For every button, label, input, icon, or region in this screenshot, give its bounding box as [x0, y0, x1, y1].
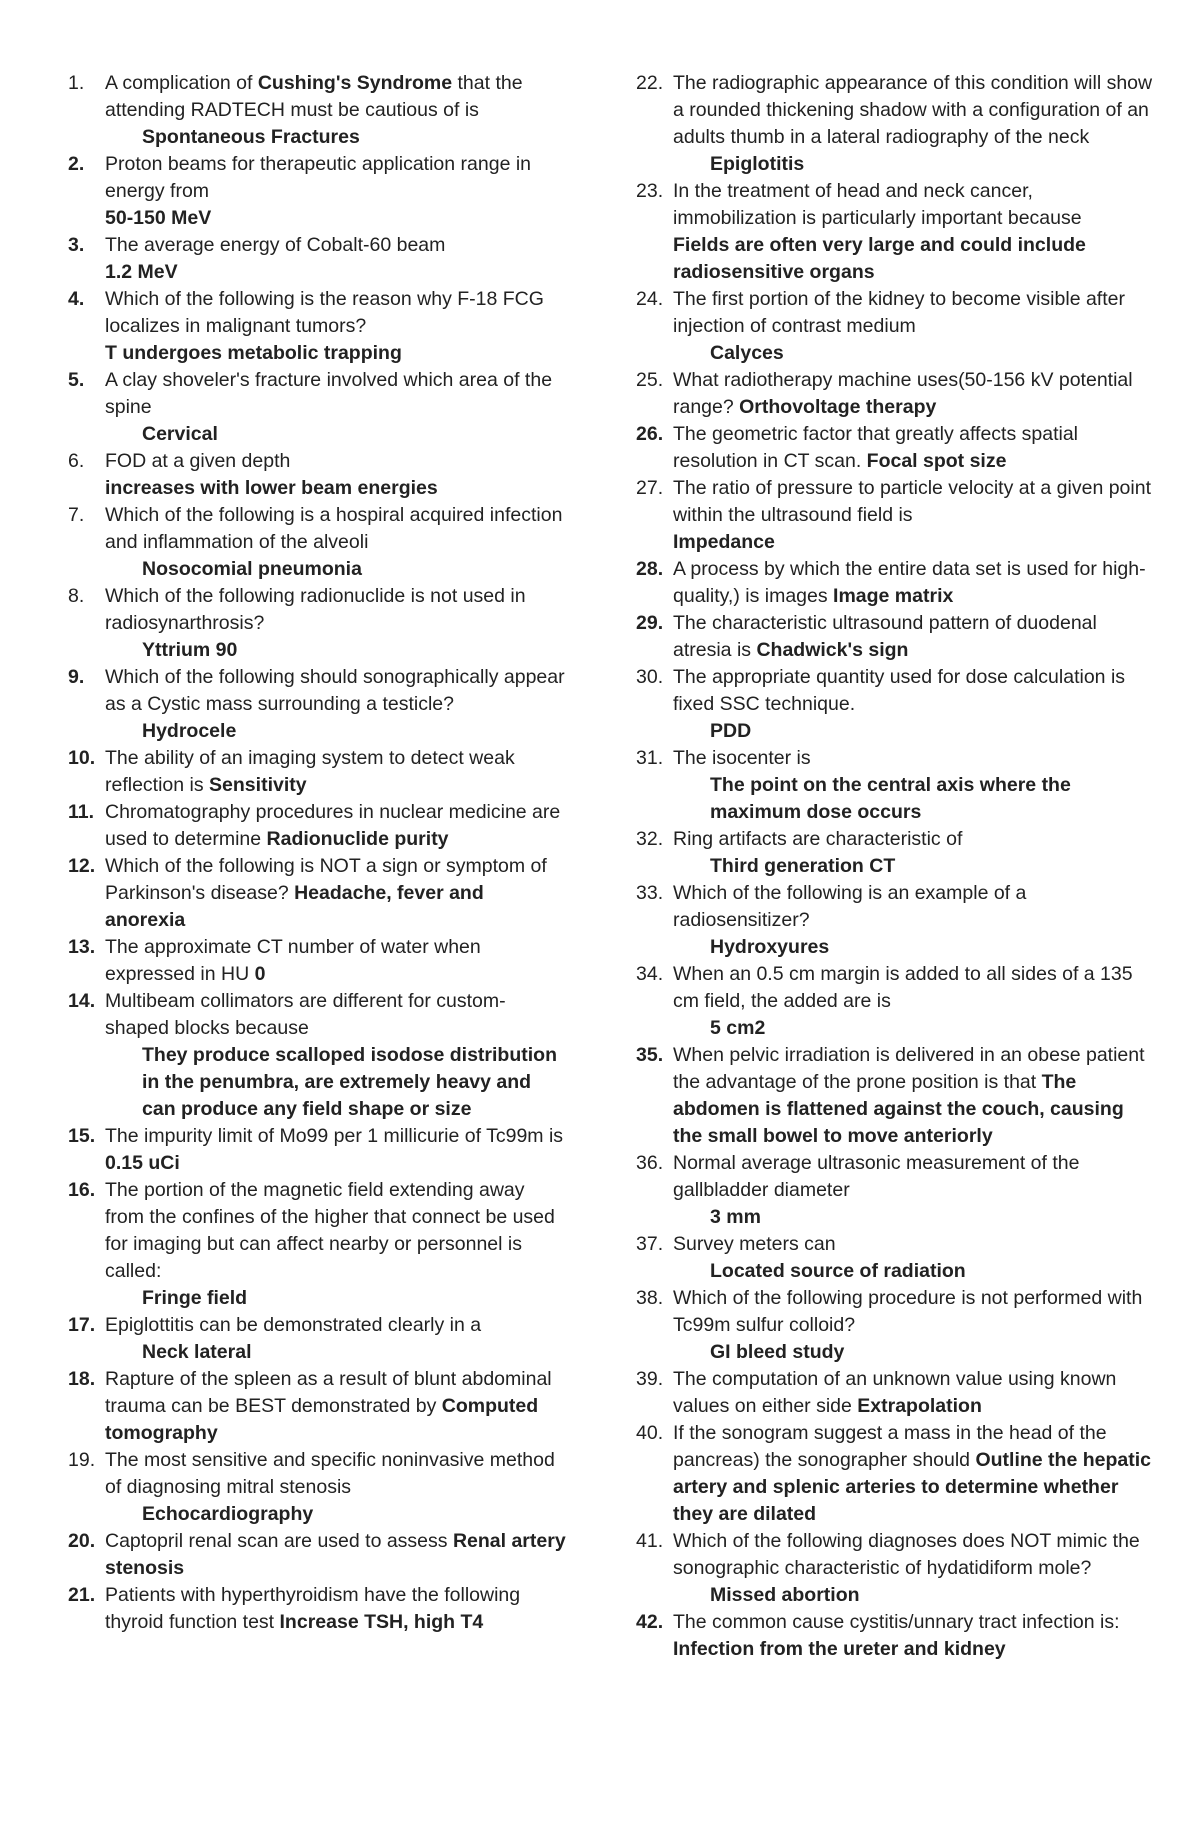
- question-text: Which of the following should sonographically appear as a Cystic mass surrounding a testicle?: [105, 666, 565, 715]
- answer-text: Sensitivity: [209, 774, 307, 796]
- answer-text: Impedance: [673, 531, 775, 553]
- answer-text: Focal spot size: [866, 450, 1007, 472]
- answer-text: Located source of radiation: [710, 1260, 966, 1282]
- answer-text: Computed tomography: [105, 1395, 539, 1444]
- answer-text: 3 mm: [710, 1206, 761, 1228]
- item-number: 12.: [68, 855, 96, 877]
- question-text: In the treatment of head and neck cancer, immobilization is particularly important because: [673, 180, 1082, 229]
- item-number: 6.: [68, 450, 85, 472]
- question-text: If the sonogram suggest a mass in the head of the pancreas) the sonographer should: [673, 1422, 1107, 1471]
- item-number: 35.: [636, 1044, 664, 1066]
- item-number: 15.: [68, 1125, 96, 1147]
- item-number: 8.: [68, 585, 85, 607]
- question-text: Which of the following radionuclide is not used in radiosynarthrosis?: [105, 585, 526, 634]
- item-number: 7.: [68, 504, 85, 526]
- question-item: [68, 853, 568, 934]
- answer-text: Third generation CT: [710, 855, 896, 877]
- item-number: 37.: [636, 1233, 664, 1255]
- question-item: [68, 988, 568, 1123]
- answer-text: Missed abortion: [710, 1584, 860, 1606]
- item-number: 21.: [68, 1584, 96, 1606]
- answer-text: The point on the central axis where the maximum dose occurs: [710, 774, 1071, 823]
- question-item: [636, 1042, 1158, 1150]
- question-text: The average energy of Cobalt-60 beam: [105, 234, 446, 256]
- question-text: Which of the following procedure is not performed with Tc99m sulfur colloid?: [673, 1287, 1143, 1336]
- item-number: 27.: [636, 477, 664, 499]
- question-text: The common cause cystitis/unnary tract infection is:: [673, 1611, 1120, 1633]
- answer-text: Echocardiography: [142, 1503, 314, 1525]
- answer-text: They produce scalloped isodose distribution in the penumbra, are extremely heavy and can produce any field shape or size: [142, 1044, 557, 1120]
- question-text: A clay shoveler's fracture involved which area of the spine: [105, 369, 553, 418]
- question-item: [68, 151, 568, 232]
- item-number: 20.: [68, 1530, 96, 1552]
- answer-text: PDD: [710, 720, 752, 742]
- question-text: Which of the following is an example of a radiosensitizer?: [673, 882, 1027, 931]
- item-number: 22.: [636, 72, 664, 94]
- left-column: [68, 70, 568, 1636]
- question-text: Captopril renal scan are used to assess: [105, 1530, 453, 1552]
- item-number: 42.: [636, 1611, 664, 1633]
- question-text: The impurity limit of Mo99 per 1 millicurie of Tc99m is: [105, 1125, 564, 1147]
- item-number: 39.: [636, 1368, 664, 1390]
- question-text: A complication of: [105, 72, 258, 94]
- question-text: Patients with hyperthyroidism have the following thyroid function test: [105, 1584, 521, 1633]
- item-number: 5.: [68, 369, 85, 391]
- question-item: [636, 1528, 1158, 1609]
- answer-text: Infection from the ureter and kidney: [673, 1638, 1006, 1660]
- item-number: 23.: [636, 180, 664, 202]
- question-text: The geometric factor that greatly affects spatial resolution in CT scan.: [673, 423, 1079, 472]
- answer-text: Renal artery stenosis: [105, 1530, 566, 1579]
- question-item: [636, 1366, 1158, 1420]
- answer-text: 50-150 MeV: [105, 207, 212, 229]
- question-item: [636, 421, 1158, 475]
- question-item: [68, 583, 568, 664]
- question-text: The isocenter is: [673, 747, 811, 769]
- item-number: 29.: [636, 612, 664, 634]
- answer-text: The abdomen is flattened against the couch, causing the small bowel to move anteriorly: [673, 1071, 1124, 1147]
- item-number: 34.: [636, 963, 664, 985]
- answer-text: Cervical: [142, 423, 218, 445]
- item-number: 2.: [68, 153, 85, 175]
- item-number: 16.: [68, 1179, 96, 1201]
- item-number: 17.: [68, 1314, 96, 1336]
- question-text: The most sensitive and specific noninvasive method of diagnosing mitral stenosis: [105, 1449, 555, 1498]
- answer-text: 0.15 uCi: [105, 1152, 180, 1174]
- question-item: [636, 664, 1158, 745]
- question-text: The first portion of the kidney to become visible after injection of contrast medium: [673, 288, 1125, 337]
- question-text: The portion of the magnetic field extending away from the confines of the higher that connect be used for imaging but can affect nearby or personnel is called:: [105, 1179, 555, 1282]
- answer-text: Fields are often very large and could include radiosensitive organs: [673, 234, 1086, 283]
- question-item: [636, 1609, 1158, 1663]
- question-item: [636, 1231, 1158, 1285]
- question-item: [636, 745, 1158, 826]
- answer-text: Calyces: [710, 342, 784, 364]
- question-item: [68, 1366, 568, 1447]
- question-text: Rapture of the spleen as a result of blunt abdominal trauma can be BEST demonstrated by: [105, 1368, 552, 1417]
- question-text: The appropriate quantity used for dose calculation is fixed SSC technique.: [673, 666, 1126, 715]
- item-number: 10.: [68, 747, 96, 769]
- answer-text: Nosocomial pneumonia: [142, 558, 362, 580]
- answer-text: Outline the hepatic artery and splenic arteries to determine whether they are dilated: [673, 1449, 1151, 1525]
- question-item: [636, 610, 1158, 664]
- question-text: Survey meters can: [673, 1233, 836, 1255]
- answer-text: Extrapolation: [857, 1395, 982, 1417]
- answer-text: T undergoes metabolic trapping: [105, 342, 402, 364]
- answer-text: 5 cm2: [710, 1017, 766, 1039]
- answer-text: Image matrix: [833, 585, 954, 607]
- item-number: 36.: [636, 1152, 664, 1174]
- question-item: [636, 475, 1158, 556]
- answer-text: 1.2 MeV: [105, 261, 178, 283]
- question-item: [636, 1150, 1158, 1231]
- answer-text: Hydroxyures: [710, 936, 830, 958]
- question-item: [68, 1177, 568, 1312]
- answer-text: Chadwick's sign: [756, 639, 909, 661]
- question-item: [68, 1312, 568, 1366]
- item-number: 18.: [68, 1368, 96, 1390]
- question-emphasis: Cushing's Syndrome: [257, 72, 453, 94]
- question-text: The ratio of pressure to particle velocity at a given point within the ultrasound field is: [673, 477, 1151, 526]
- question-item: [68, 502, 568, 583]
- question-item: [68, 70, 568, 151]
- item-number: 26.: [636, 423, 664, 445]
- item-number: 9.: [68, 666, 85, 688]
- question-item: [68, 799, 568, 853]
- item-number: 4.: [68, 288, 85, 310]
- question-text: Which of the following diagnoses does NOT mimic the sonographic characteristic of hydatidiform mole?: [673, 1530, 1140, 1579]
- item-number: 19.: [68, 1449, 96, 1471]
- question-text: FOD at a given depth: [105, 450, 291, 472]
- answer-text: 0: [254, 963, 266, 985]
- answer-text: Headache, fever and anorexia: [105, 882, 484, 931]
- question-item: [68, 745, 568, 799]
- question-text: that the attending RADTECH must be cautious of is: [105, 72, 523, 121]
- item-number: 32.: [636, 828, 664, 850]
- answer-text: Radionuclide purity: [266, 828, 449, 850]
- question-item: [68, 1123, 568, 1177]
- item-number: 3.: [68, 234, 85, 256]
- question-item: [68, 1447, 568, 1528]
- question-item: [636, 178, 1158, 286]
- question-item: [68, 367, 568, 448]
- question-text: Proton beams for therapeutic application range in energy from: [105, 153, 532, 202]
- question-item: [636, 1285, 1158, 1366]
- question-text: Which of the following is the reason why F-18 FCG localizes in malignant tumors?: [105, 288, 544, 337]
- answer-text: Fringe field: [142, 1287, 248, 1309]
- question-item: [636, 961, 1158, 1042]
- question-text: Ring artifacts are characteristic of: [673, 828, 963, 850]
- question-item: [636, 1420, 1158, 1528]
- question-item: [636, 70, 1158, 178]
- question-text: Which of the following is NOT a sign or symptom of Parkinson's disease?: [105, 855, 547, 904]
- question-text: The radiographic appearance of this condition will show a rounded thickening shadow with a configuration of an adults thumb in a lateral radiography of the neck: [673, 72, 1153, 148]
- question-item: [68, 664, 568, 745]
- item-number: 14.: [68, 990, 96, 1012]
- question-item: [636, 367, 1158, 421]
- question-item: [68, 1582, 568, 1636]
- question-text: The characteristic ultrasound pattern of duodenal atresia is: [673, 612, 1097, 661]
- question-item: [68, 934, 568, 988]
- question-text: When an 0.5 cm margin is added to all sides of a 135 cm field, the added are is: [673, 963, 1133, 1012]
- item-number: 24.: [636, 288, 664, 310]
- question-item: [636, 880, 1158, 961]
- question-text: The computation of an unknown value using known values on either side: [673, 1368, 1117, 1417]
- question-item: [636, 556, 1158, 610]
- item-number: 40.: [636, 1422, 664, 1444]
- question-text: When pelvic irradiation is delivered in an obese patient the advantage of the prone position is that: [673, 1044, 1145, 1093]
- answer-text: Neck lateral: [142, 1341, 252, 1363]
- item-number: 31.: [636, 747, 664, 769]
- question-text: Epiglottitis can be demonstrated clearly in a: [105, 1314, 482, 1336]
- question-item: [636, 286, 1158, 367]
- question-item: [68, 232, 568, 286]
- answer-text: Yttrium 90: [142, 639, 238, 661]
- answer-text: increases with lower beam energies: [105, 477, 438, 499]
- answer-text: Epiglotitis: [710, 153, 805, 175]
- question-text: What radiotherapy machine uses(50-156 kV potential range?: [673, 369, 1133, 418]
- question-text: A process by which the entire data set is used for high-quality,) is images: [673, 558, 1146, 607]
- item-number: 11.: [68, 801, 95, 823]
- item-number: 13.: [68, 936, 96, 958]
- item-number: 38.: [636, 1287, 664, 1309]
- question-text: Normal average ultrasonic measurement of the gallbladder diameter: [673, 1152, 1080, 1201]
- item-number: 25.: [636, 369, 664, 391]
- question-text: Multibeam collimators are different for custom-shaped blocks because: [105, 990, 506, 1039]
- item-number: 33.: [636, 882, 664, 904]
- answer-text: Increase TSH, high T4: [279, 1611, 484, 1633]
- item-number: 41.: [636, 1530, 664, 1552]
- item-number: 30.: [636, 666, 664, 688]
- right-column: [636, 70, 1158, 1663]
- question-item: [636, 826, 1158, 880]
- question-text: The ability of an imaging system to detect weak reflection is: [105, 747, 515, 796]
- answer-text: GI bleed study: [710, 1341, 845, 1363]
- question-item: [68, 448, 568, 502]
- answer-text: Hydrocele: [142, 720, 237, 742]
- question-text: The approximate CT number of water when expressed in HU: [105, 936, 481, 985]
- item-number: 1.: [68, 72, 85, 94]
- question-item: [68, 1528, 568, 1582]
- item-number: 28.: [636, 558, 664, 580]
- question-item: [68, 286, 568, 367]
- question-text: Chromatography procedures in nuclear medicine are used to determine: [105, 801, 561, 850]
- question-text: Which of the following is a hospiral acquired infection and inflammation of the alveoli: [105, 504, 563, 553]
- answer-text: Spontaneous Fractures: [142, 126, 360, 148]
- answer-text: Orthovoltage therapy: [739, 396, 937, 418]
